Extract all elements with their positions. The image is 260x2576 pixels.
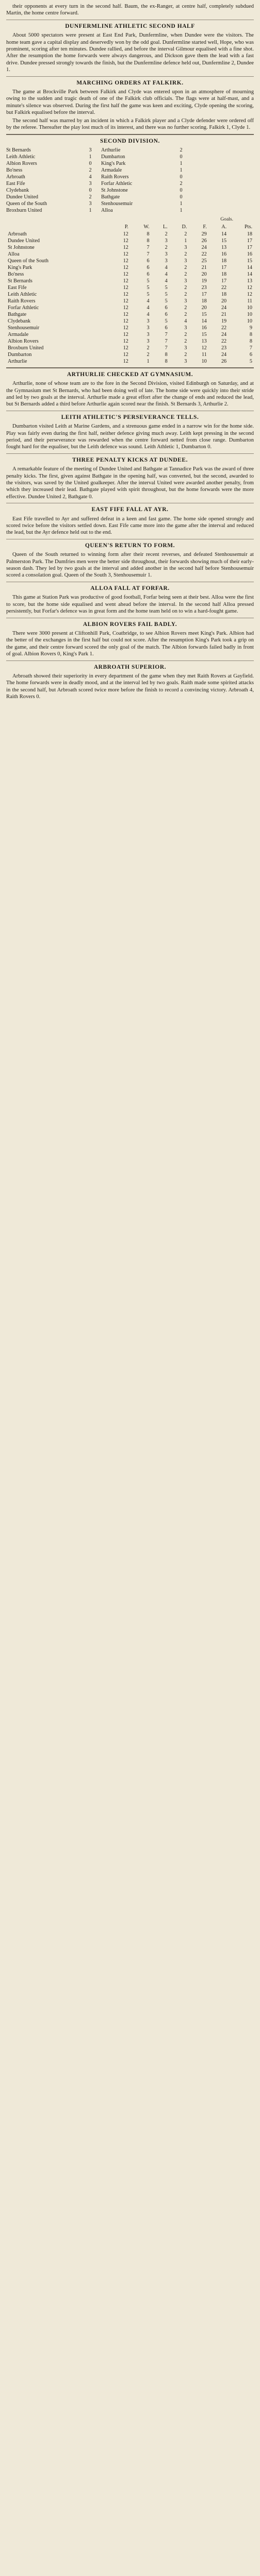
report-paragraph: There were 3000 present at Cliftonhill Park, Coatbridge, to see Albion Rovers meet King's Park. Albion had the better of the exchanges in the first half but could not score. After the resumption King's Park took a grip on the game, and their centre forward scored the only goal of the match. The Albion forwards failed badly in front of goal. Albion Rovers 0, King's Park 1. [6, 630, 254, 657]
stat-cell: 2 [184, 338, 187, 344]
stat-cell: 12 [247, 284, 252, 291]
stat-cell: 4 [165, 264, 168, 270]
result-row [6, 167, 254, 174]
stat-cell: 6 [165, 311, 168, 317]
stat-cell: 3 [147, 331, 150, 337]
column-header: P. [124, 224, 128, 230]
stat-cell: 10 [247, 318, 252, 324]
stat-cell: 5 [249, 358, 252, 364]
team-name: Bo'ness [6, 167, 23, 173]
stat-cell: 7 [165, 345, 168, 351]
team-name: Forfar Athletic [101, 180, 133, 187]
score: 1 [180, 167, 183, 173]
stat-cell: 2 [184, 231, 187, 237]
report-paragraph: This game at Station Park was productive of good football, Forfar being seen at their best. Alloa were the first to score, but the home side equalised and went ahead before the interval. In the second half Alloa pressed persistently, but Forfar's defence was in great form and the home team held on to win a hard-fought game. [6, 595, 254, 615]
stat-cell: 3 [165, 258, 168, 264]
result-row [6, 154, 254, 160]
score: 0 [180, 154, 183, 160]
stat-cell: 17 [247, 238, 252, 244]
stat-cell: 16 [201, 325, 207, 331]
stat-cell: 12 [247, 291, 252, 297]
match-report [6, 506, 254, 536]
score: 0 [180, 174, 183, 180]
stat-cell: 24 [221, 331, 227, 337]
newspaper-column [0, 0, 260, 708]
score: 0 [180, 194, 183, 200]
stat-cell: 29 [201, 231, 207, 237]
stat-cell: 22 [221, 284, 227, 291]
stat-cell: 20 [201, 304, 207, 311]
table-row [6, 351, 254, 358]
stat-cell: 6 [165, 304, 168, 311]
stat-cell: 18 [221, 291, 227, 297]
stat-cell: 12 [123, 358, 128, 364]
results-list [6, 147, 254, 214]
match-report [6, 621, 254, 658]
club-name: St Johnstone [8, 244, 35, 250]
stat-cell: 8 [165, 358, 168, 364]
stat-cell: 12 [123, 298, 128, 304]
stat-cell: 15 [221, 238, 227, 244]
stat-cell: 10 [201, 358, 207, 364]
stat-cell: 5 [165, 318, 168, 324]
stat-cell: 12 [123, 345, 128, 351]
stat-cell: 8 [249, 331, 252, 337]
stat-cell: 20 [201, 271, 207, 277]
stat-cell: 13 [247, 278, 252, 284]
stat-cell: 7 [165, 338, 168, 344]
team-name: Arthurlie [101, 147, 121, 153]
stat-cell: 12 [123, 304, 128, 311]
stat-cell: 2 [184, 351, 187, 358]
stat-cell: 18 [247, 231, 252, 237]
stat-cell: 24 [221, 304, 227, 311]
report-paragraph: About 5000 spectators were present at East End Park, Dunfermline, when Dundee were the visitors. The home team gave a capital display and deservedly won by the odd goal. Dunfermline started well, Hope, who was prominent, scoring after ten minutes. Dundee rallied, and before the interval Gilmour equalised with a fine shot. After the resumption the home forwards were always dangerous, and Dickson gave them the lead with a fast drive. Dundee pressed strongly towards the finish, but the Dunfermline defence held out, Dunfermline 2, Dundee 1. [6, 32, 254, 73]
result-row [6, 187, 254, 194]
table-row [6, 271, 254, 278]
team-name: Armadale [101, 167, 122, 173]
stat-cell: 8 [147, 231, 150, 237]
club-name: St Bernards [8, 278, 32, 284]
stat-cell: 2 [184, 284, 187, 291]
report-paragraph: East Fife travelled to Ayr and suffered defeat in a keen and fast game. The home side opened strongly and scored twice before the visitors settled down. East Fife came more into the game after the interval and reduced the lead, but the Ayr defence held out to the end. [6, 516, 254, 536]
second-division-section [6, 138, 254, 365]
stat-cell: 18 [201, 298, 207, 304]
score: 1 [180, 200, 183, 207]
stat-cell: 1 [147, 358, 150, 364]
team-name: East Fife [6, 180, 25, 187]
column-header: W. [143, 224, 150, 230]
report-paragraph: Dumbarton visited Leith at Marine Gardens, and a strenuous game ended in a narrow win for the home side. Play was fairly even during the first half, neither defence giving much away. Leith kept pressing in the second period, and their perseverance was rewarded when the centre forward netted from close range. Dumbarton fought hard for the equaliser, but the Leith defence was sound. Leith Athletic 1, Dumbarton 0. [6, 423, 254, 450]
club-name: Stenhousemuir [8, 325, 40, 331]
stat-cell: 6 [249, 351, 252, 358]
team-name: Stenhousemuir [101, 200, 133, 207]
table-row [6, 284, 254, 291]
club-name: Bo'ness [8, 271, 24, 277]
stat-cell: 16 [247, 251, 252, 257]
stat-cell: 7 [249, 345, 252, 351]
stat-cell: 5 [165, 284, 168, 291]
stat-cell: 3 [184, 244, 187, 250]
stat-cell: 4 [147, 304, 150, 311]
team-name: Raith Rovers [101, 174, 129, 180]
stat-cell: 2 [147, 351, 150, 358]
stat-cell: 17 [221, 278, 227, 284]
club-name: Forfar Athletic [8, 304, 39, 311]
stat-cell: 12 [123, 325, 128, 331]
table-row [6, 318, 254, 325]
report-paragraph: Arthurlie, none of whose team are to the fore in the Second Division, visited Edinburgh on Saturday, and at the Gymnasium met St Bernards, who had been doing well of late. The home side were quickly into their stride and led by two goals at the interval. Arthurlie made a great effort after the change of ends and reduced the lead, but St Bernards added a third before Arthurlie again scored near the finish. St Bernards 3, Arthurlie 2. [6, 381, 254, 408]
report-heading: ARTHURLIE CHECKED AT GYMNASIUM. [67, 371, 193, 378]
table-row [6, 231, 254, 238]
stat-cell: 16 [221, 251, 227, 257]
stat-cell: 26 [201, 238, 207, 244]
table-row [6, 298, 254, 304]
stat-cell: 5 [165, 298, 168, 304]
report-paragraph: Arbroath showed their superiority in every department of the game when they met Raith Rovers at Gayfield. The home forwards were in deadly mood, and at the interval led by two goals. Raith made some spirited attacks in the second half, but Arbroath scored twice more before the finish to record a convincing victory. Arbroath 4, Raith Rovers 0. [6, 673, 254, 700]
club-name: Dumbarton [8, 351, 32, 358]
stat-cell: 10 [247, 304, 252, 311]
stat-cell: 7 [165, 331, 168, 337]
report-heading: DUNFERMLINE ATHLETIC SECOND HALF [65, 23, 195, 29]
report-paragraph: Queen of the South returned to winning form after their recent reverses, and defeated Stenhousemuir at Palmerston Park. The Dumfries men were the better side throughout, their forwards showing much of their early-season dash. They led by two goals at the interval and added another in the second half before Stenhousemuir scored a consolation goal. Queen of the South 3, Stenhousemuir 1. [6, 552, 254, 579]
stat-cell: 12 [123, 351, 128, 358]
score: 2 [89, 167, 92, 173]
stat-cell: 12 [123, 278, 128, 284]
result-row [6, 200, 254, 207]
table-row [6, 311, 254, 318]
stat-cell: 15 [247, 258, 252, 264]
column-header [6, 224, 110, 230]
score: 0 [89, 160, 92, 166]
stat-cell: 19 [201, 278, 207, 284]
score: 2 [180, 180, 183, 187]
result-row [6, 160, 254, 167]
report-heading: MARCHING ORDERS AT FALKIRK. [76, 79, 184, 86]
club-name: Dundee United [8, 238, 40, 244]
table-row [6, 331, 254, 338]
stat-cell: 24 [201, 244, 207, 250]
team-name: Broxburn United [6, 207, 42, 213]
column-header: Pts. [244, 224, 252, 230]
score: 4 [89, 174, 92, 180]
divider [6, 76, 254, 77]
stat-cell: 2 [147, 345, 150, 351]
stat-cell: 17 [221, 264, 227, 270]
divider [6, 134, 254, 135]
stat-cell: 23 [201, 284, 207, 291]
stat-cell: 2 [165, 244, 168, 250]
stat-cell: 21 [201, 264, 207, 270]
stat-cell: 4 [184, 318, 187, 324]
club-name: East Fife [8, 284, 27, 291]
stat-cell: 2 [184, 271, 187, 277]
stat-cell: 12 [123, 231, 128, 237]
match-reports-bottom [6, 371, 254, 701]
table-row [6, 244, 254, 251]
stat-cell: 12 [123, 258, 128, 264]
table-row [6, 238, 254, 244]
column-header: A. [221, 224, 227, 230]
table-row [6, 251, 254, 258]
stat-cell: 3 [147, 338, 150, 344]
stat-cell: 8 [165, 351, 168, 358]
table-row [6, 325, 254, 331]
report-heading: ALBION ROVERS FAIL BADLY. [83, 621, 177, 628]
stat-cell: 12 [123, 251, 128, 257]
stat-cell: 15 [201, 331, 207, 337]
stat-cell: 5 [147, 278, 150, 284]
team-name: Dumbarton [101, 154, 125, 160]
score: 0 [89, 187, 92, 193]
stat-cell: 22 [221, 325, 227, 331]
stat-cell: 3 [147, 318, 150, 324]
stat-cell: 3 [184, 345, 187, 351]
stat-cell: 23 [221, 345, 227, 351]
stat-cell: 4 [147, 311, 150, 317]
score: 2 [89, 194, 92, 200]
divider [6, 367, 254, 368]
stat-cell: 4 [147, 298, 150, 304]
team-name: St Bernards [6, 147, 31, 153]
match-report [6, 543, 254, 579]
match-report [6, 585, 254, 615]
stat-cell: 2 [184, 264, 187, 270]
match-report [6, 23, 254, 74]
score: 1 [180, 207, 183, 213]
team-name: Arbroath [6, 174, 25, 180]
stat-cell: 14 [247, 264, 252, 270]
report-paragraph: The second half was marred by an incident in which a Falkirk player and a Clyde defender were ordered off by the referee. Thereafter the play lost much of its interest, and there was no further scoring. Falkirk 1, Clyde 1. [6, 117, 254, 131]
stat-cell: 25 [201, 258, 207, 264]
stat-cell: 2 [184, 331, 187, 337]
stat-cell: 6 [147, 264, 150, 270]
stat-cell: 7 [147, 244, 150, 250]
match-report [6, 457, 254, 500]
match-reports-top [6, 23, 254, 131]
club-name: Arbroath [8, 231, 27, 237]
stat-cell: 12 [123, 238, 128, 244]
score: 3 [89, 200, 92, 207]
stat-cell: 12 [123, 264, 128, 270]
stat-cell: 12 [123, 331, 128, 337]
stat-cell: 3 [184, 358, 187, 364]
club-name: King's Park [8, 264, 32, 270]
stat-cell: 5 [147, 291, 150, 297]
stat-cell: 15 [201, 311, 207, 317]
stat-cell: 3 [184, 325, 187, 331]
match-report [6, 80, 254, 131]
stat-cell: 3 [147, 325, 150, 331]
club-name: Broxburn United [8, 345, 44, 351]
score: 2 [180, 147, 183, 153]
stat-cell: 8 [147, 238, 150, 244]
stat-cell: 21 [221, 311, 227, 317]
stat-cell: 9 [249, 325, 252, 331]
stat-cell: 18 [221, 258, 227, 264]
stat-cell: 12 [123, 338, 128, 344]
stat-cell: 12 [123, 271, 128, 277]
report-heading: THREE PENALTY KICKS AT DUNDEE. [72, 456, 188, 463]
team-name: Bathgate [101, 194, 120, 200]
stat-cell: 22 [221, 338, 227, 344]
table-row [6, 258, 254, 264]
team-name: Albion Rovers [6, 160, 37, 166]
stat-cell: 22 [201, 251, 207, 257]
stat-cell: 7 [147, 251, 150, 257]
stat-cell: 13 [221, 244, 227, 250]
stat-cell: 12 [123, 284, 128, 291]
stat-cell: 3 [184, 258, 187, 264]
stat-cell: 19 [221, 318, 227, 324]
stat-cell: 26 [221, 358, 227, 364]
club-name: Arthurlie [8, 358, 27, 364]
report-heading: LEITH ATHLETIC'S PERSEVERANCE TELLS. [61, 414, 199, 420]
report-paragraph: The game at Brockville Park between Falkirk and Clyde was entered upon in an atmosphere of mourning owing to the sudden and tragic death of one of the Falkirk club officials. The flags were at half-mast, and a minute's silence was observed. During the first half the game was keen and exciting, Clyde opening the scoring, but Falkirk equalised before the interval. [6, 89, 254, 116]
stat-cell: 18 [221, 271, 227, 277]
table-row [6, 338, 254, 345]
club-name: Albion Rovers [8, 338, 39, 344]
stat-cell: 5 [165, 291, 168, 297]
stat-cell: 4 [165, 278, 168, 284]
team-name: Alloa [101, 207, 113, 213]
stat-cell: 11 [201, 351, 207, 358]
score: 3 [89, 147, 92, 153]
stat-cell: 3 [184, 278, 187, 284]
team-name: King's Park [101, 160, 126, 166]
stat-cell: 4 [165, 271, 168, 277]
stat-cell: 12 [123, 318, 128, 324]
club-name: Alloa [8, 251, 20, 257]
score: 3 [89, 180, 92, 187]
match-report [6, 664, 254, 701]
stat-cell: 1 [184, 238, 187, 244]
league-table-header [6, 224, 254, 230]
stat-cell: 3 [165, 251, 168, 257]
result-row [6, 147, 254, 154]
stat-cell: 14 [201, 318, 207, 324]
stat-cell: 8 [249, 338, 252, 344]
score: 1 [180, 160, 183, 166]
stat-cell: 2 [165, 231, 168, 237]
result-row [6, 180, 254, 187]
team-name: Leith Athletic [6, 154, 36, 160]
column-header: L. [163, 224, 168, 230]
stat-cell: 14 [221, 231, 227, 237]
team-name: Queen of the South [6, 200, 47, 207]
stat-cell: 2 [184, 304, 187, 311]
stat-cell: 10 [247, 311, 252, 317]
result-row [6, 207, 254, 214]
match-report [6, 371, 254, 408]
table-row [6, 291, 254, 298]
report-heading: EAST FIFE FALL AT AYR. [91, 506, 169, 513]
section-heading: SECOND DIVISION. [100, 138, 160, 144]
stat-cell: 14 [247, 271, 252, 277]
table-row [6, 358, 254, 365]
report-paragraph: A remarkable feature of the meeting of Dundee United and Bathgate at Tannadice Park was the award of three penalty kicks. The first, given against Bathgate in the opening half, was converted, but the second, awarded to the visitors, was saved by the United goalkeeper. After the interval United were awarded another penalty, from which they increased their lead. Bathgate played with spirit throughout, but the home forwards were the more effective. Dundee United 2, Bathgate 0. [6, 466, 254, 500]
report-heading: ARBROATH SUPERIOR. [93, 664, 167, 670]
divider [6, 453, 254, 454]
stat-cell: 3 [165, 238, 168, 244]
stat-cell: 17 [201, 291, 207, 297]
stat-cell: 2 [184, 251, 187, 257]
result-row [6, 194, 254, 200]
club-name: Leith Athletic [8, 291, 37, 297]
stat-cell: 12 [201, 345, 207, 351]
stat-cell: 13 [201, 338, 207, 344]
club-name: Bathgate [8, 311, 27, 317]
table-row [6, 304, 254, 311]
team-name: St Johnstone [101, 187, 128, 193]
stat-cell: 12 [123, 244, 128, 250]
table-row [6, 278, 254, 284]
table-row [6, 345, 254, 351]
stat-cell: 3 [184, 298, 187, 304]
stat-cell: 5 [147, 284, 150, 291]
report-heading: ALLOA FALL AT FORFAR. [90, 585, 170, 591]
stat-cell: 20 [221, 298, 227, 304]
score: 0 [180, 187, 183, 193]
score: 1 [89, 207, 92, 213]
team-name: Clydebank [6, 187, 29, 193]
stat-cell: 24 [221, 351, 227, 358]
stat-cell: 12 [123, 291, 128, 297]
column-header: D. [182, 224, 187, 230]
stat-cell: 11 [247, 298, 252, 304]
report-heading: QUEEN'S RETURN TO FORM. [85, 542, 175, 549]
stat-cell: 6 [147, 271, 150, 277]
stat-cell: 6 [165, 325, 168, 331]
continued-paragraph: their opponents at every turn in the second half. Baum, the ex-Ranger, at centre half, completely subdued Martin, the home centre forward. [6, 4, 254, 16]
stat-cell: 2 [184, 311, 187, 317]
stat-cell: 12 [123, 311, 128, 317]
club-name: Armadale [8, 331, 29, 337]
league-table [6, 224, 254, 364]
stat-cell: 2 [184, 291, 187, 297]
score: 1 [89, 154, 92, 160]
club-name: Clydebank [8, 318, 31, 324]
club-name: Queen of the South [8, 258, 48, 264]
table-row [6, 264, 254, 271]
stat-cell: 6 [147, 258, 150, 264]
goals-label: Goals. [220, 216, 233, 222]
club-name: Raith Rovers [8, 298, 36, 304]
divider [6, 660, 254, 661]
result-row [6, 174, 254, 180]
match-report [6, 414, 254, 451]
stat-cell: 17 [247, 244, 252, 250]
column-header: F. [203, 224, 207, 230]
team-name: Dundee United [6, 194, 38, 200]
